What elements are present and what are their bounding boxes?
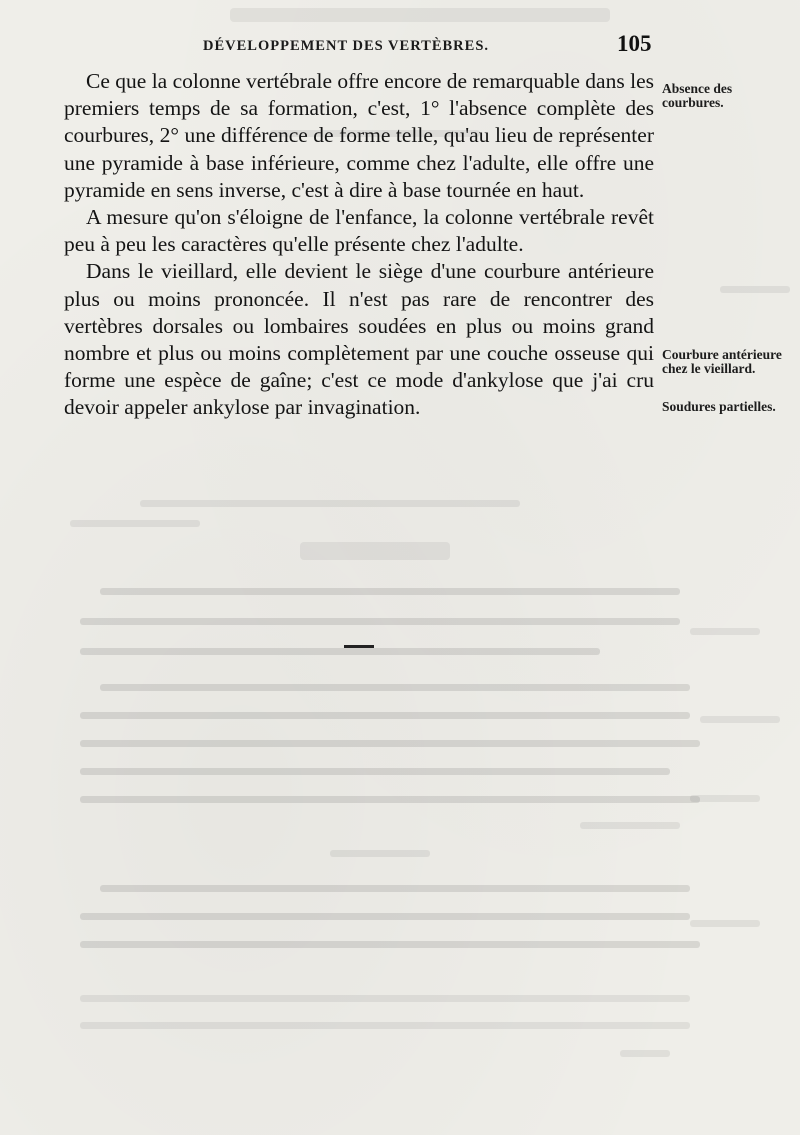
paragraph-vieillard: Dans le vieillard, elle devient le siège d'une courbure antérieure plus ou moins prononcée. Il n'est pas rare de rencontrer des vertèbres dorsales ou lombaires soudées en plus ou moins grand nombre et plus ou moins complètement par une couche osseuse qui forme une espèce de gaîne; c'est ce mode d'ankylose que j'ai cru devoir appeler ankylose par invagination.	[64, 259, 654, 420]
margin-note-courbure: Courbure antérieure chez le vieillard.	[662, 347, 782, 376]
margin-note-soudures: Soudures partielles.	[662, 399, 776, 414]
page-number: 105	[617, 31, 652, 56]
paragraph-absence-courbures: Ce que la colonne vertébrale offre encore de remarquable dans les premiers temps de sa formation, c'est, 1° l'absence complète des courbures, 2° une différence de forme telle, qu'au lieu de représenter une pyramide à base inférieure, comme chez l'adulte, elle offre une pyramide en sens inverse, c'est à dire à base tournée en haut.	[64, 69, 654, 202]
section-separator	[344, 645, 374, 648]
margin-note-absence: Absence des courbures.	[662, 81, 733, 110]
body-text	[64, 68, 654, 422]
paragraph-enfance: A mesure qu'on s'éloigne de l'enfance, la colonne vertébrale revêt peu à peu les caractères qu'elle présente chez l'adulte.	[64, 205, 654, 257]
running-header: DÉVELOPPEMENT DES VERTÈBRES.	[203, 38, 490, 54]
